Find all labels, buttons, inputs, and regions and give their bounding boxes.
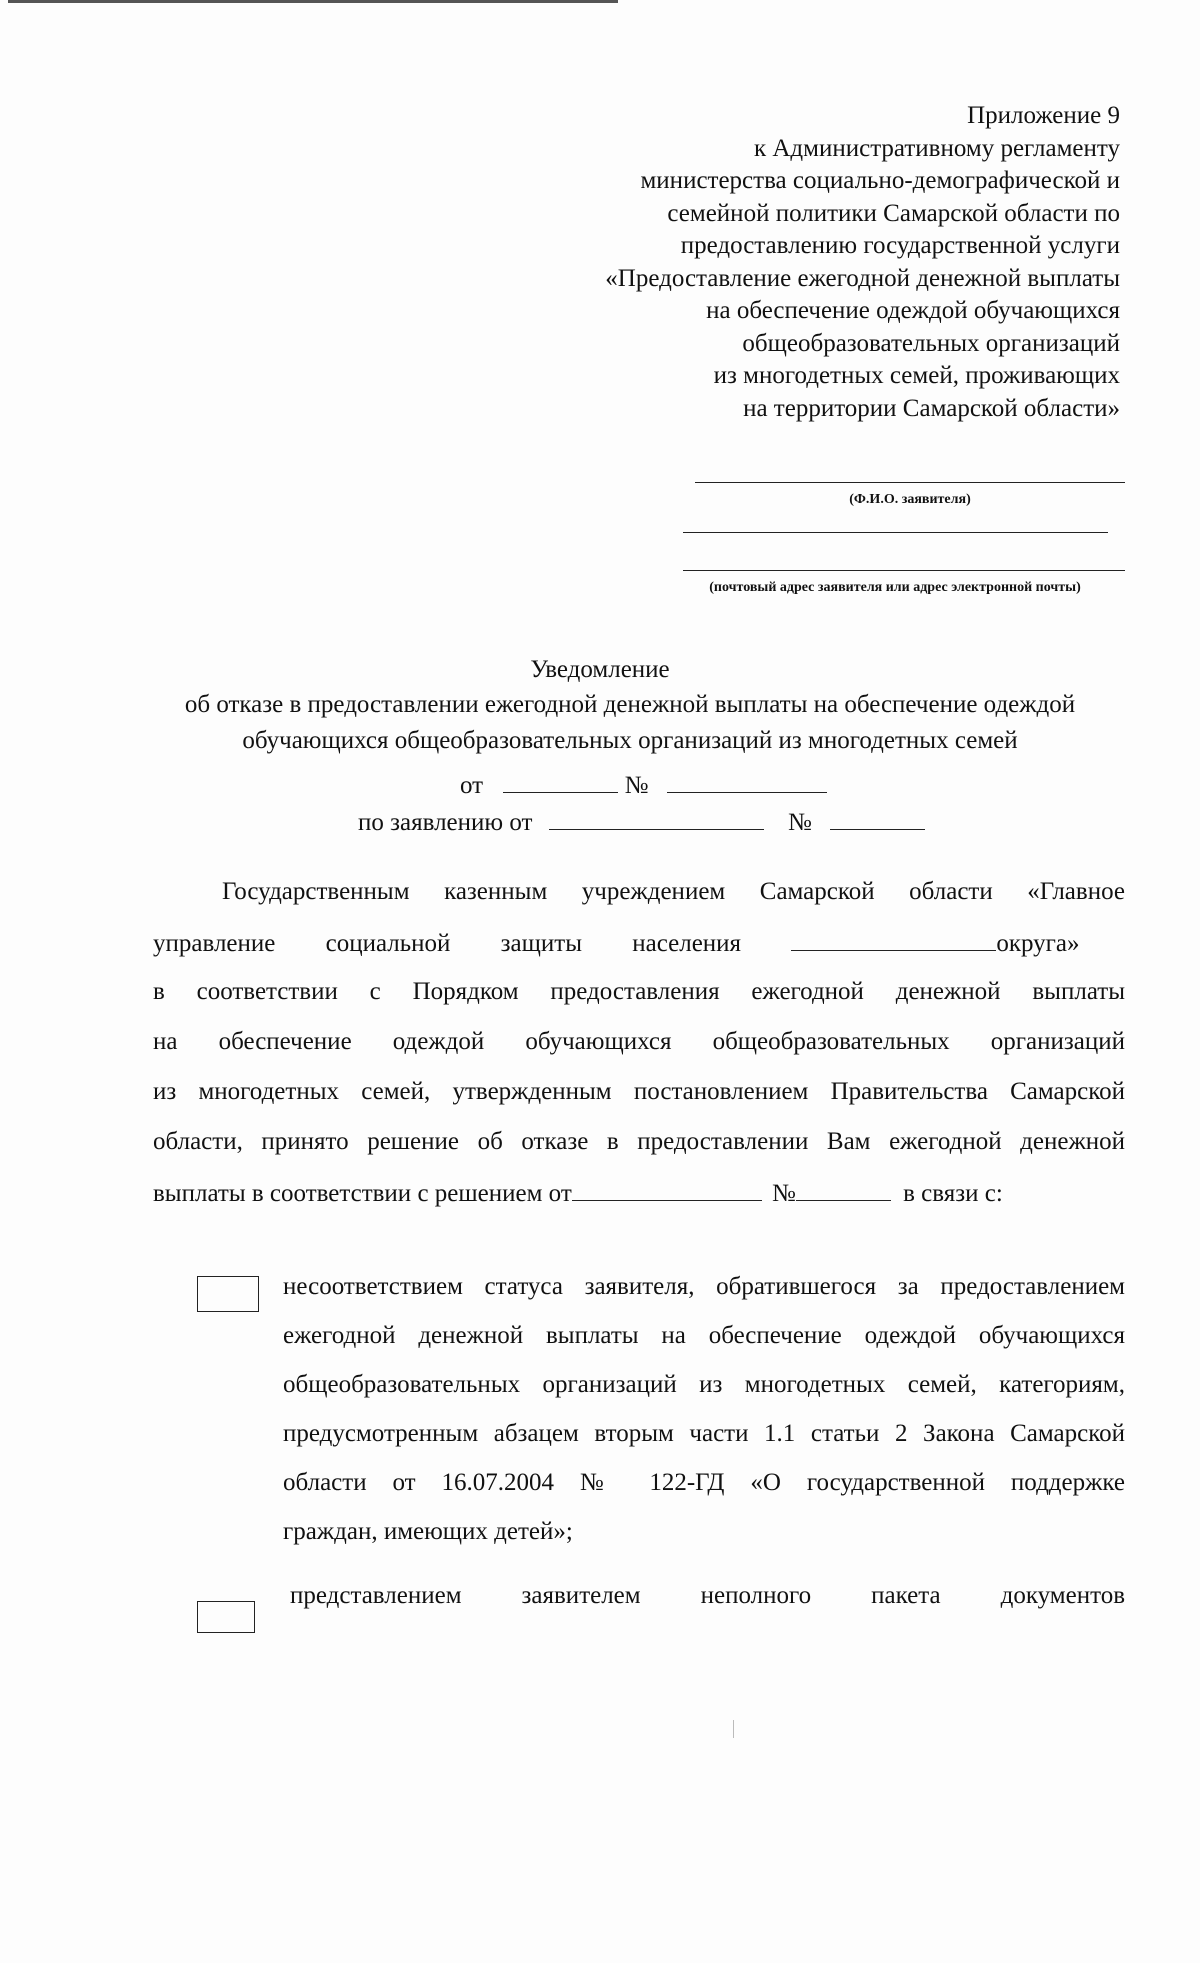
paragraph-line: Государственным казенным учреждением Самарской области «Главное [222, 878, 1125, 905]
district-suffix: округа» [996, 930, 1080, 957]
from-label: от [460, 772, 484, 799]
reason-line: общеобразовательных организаций из многодетных семей, категориям, [283, 1371, 1125, 1398]
paragraph-line-district [153, 928, 1125, 958]
scan-artifact [733, 1720, 734, 1738]
notice-subtitle-line-2: обучающихся общеобразовательных организаций из многодетных семей [242, 727, 1018, 754]
appendix-header [500, 100, 1120, 425]
by-application-label: по заявлению от [358, 809, 533, 836]
paragraph-line: области, принято решение об отказе в предоставлении Вам ежегодной денежной [153, 1128, 1125, 1155]
applicant-address-caption: (почтовый адрес заявителя или адрес электронной почты) [709, 580, 1081, 595]
header-line: министерства социально-демографической и [640, 167, 1120, 194]
applicant-address-field-1[interactable] [683, 532, 1108, 533]
reason-incomplete-docs-checkbox[interactable] [197, 1601, 255, 1633]
notice-title: Уведомление [530, 656, 670, 683]
applicant-name-caption: (Ф.И.О. заявителя) [849, 492, 971, 507]
header-line: на территории Самарской области» [743, 394, 1120, 422]
reason-line: граждан, имеющих детей»; [283, 1518, 573, 1545]
notice-number-field[interactable] [667, 770, 827, 793]
notice-date-number-row [460, 770, 827, 800]
header-line: «Предоставление ежегодной денежной выплаты [605, 264, 1120, 292]
header-line: Приложение 9 [967, 102, 1120, 129]
decision-number-field[interactable] [796, 1178, 891, 1201]
notice-date-field[interactable] [503, 770, 618, 793]
reason-status-checkbox[interactable] [197, 1276, 259, 1312]
header-line: общеобразовательных организаций [742, 329, 1120, 357]
decision-suffix: в связи с: [903, 1180, 1003, 1207]
header-line: предоставлению государственной услуги [680, 232, 1120, 259]
applicant-address-field-2[interactable] [683, 570, 1125, 571]
header-line: на обеспечение одеждой обучающихся [706, 297, 1120, 324]
notice-subtitle-line-1: об отказе в предоставлении ежегодной денежной выплаты на обеспечение одеждой [184, 691, 1076, 718]
application-number-field[interactable] [830, 807, 925, 830]
decision-prefix: выплаты в соответствии с решением от [153, 1180, 572, 1207]
reason-line: предусмотренным абзацем вторым части 1.1 статьи 2 Закона Самарской [283, 1420, 1125, 1447]
number-sign: № [772, 1180, 796, 1207]
applicant-name-field[interactable] [695, 482, 1125, 483]
paragraph-line: в соответствии с Порядком предоставления ежегодной денежной выплаты [153, 978, 1125, 1005]
paragraph-line: на обеспечение одеждой обучающихся общеобразовательных организаций [153, 1028, 1125, 1055]
district-text: управление социальной защиты населения [153, 930, 742, 957]
district-field[interactable] [791, 928, 996, 951]
number-sign: № [624, 772, 649, 799]
paragraph-line: из многодетных семей, утвержденным постановлением Правительства Самарской [153, 1078, 1125, 1105]
header-line: семейной политики Самарской области по [667, 199, 1120, 227]
paragraph-line-decision [153, 1178, 1125, 1208]
reason-line: ежегодной денежной выплаты на обеспечение одеждой обучающихся [283, 1322, 1125, 1349]
header-line: из многодетных семей, проживающих [713, 362, 1120, 389]
application-date-field[interactable] [549, 807, 764, 830]
decision-date-field[interactable] [572, 1178, 762, 1201]
number-sign: № [787, 809, 812, 836]
application-date-number-row [358, 807, 925, 837]
reason-line: представлением заявителем неполного пакета документов [290, 1582, 1125, 1609]
scan-edge-line [8, 0, 618, 3]
reason-line: несоответствием статуса заявителя, обратившегося за предоставлением [283, 1273, 1125, 1300]
header-line: к Административному регламенту [753, 134, 1120, 162]
reason-line: области от 16.07.2004 № 122-ГД «О государственной поддержке [283, 1469, 1125, 1496]
